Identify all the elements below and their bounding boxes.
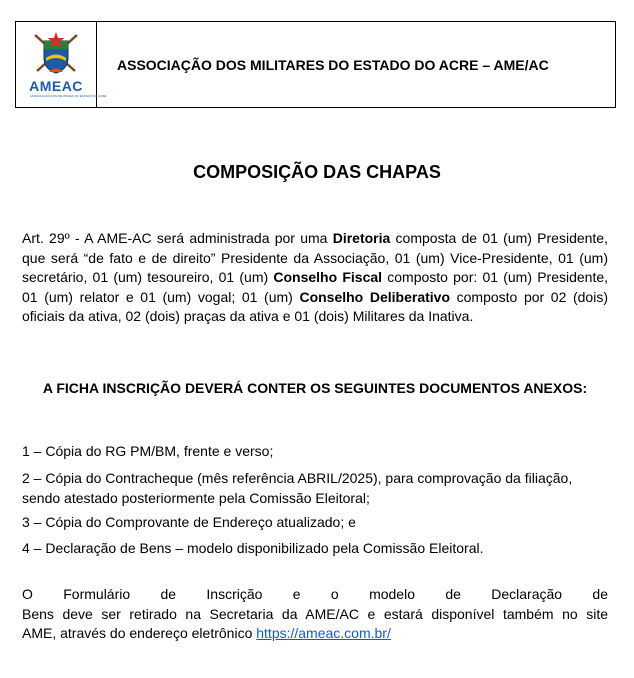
documents-subheading: A FICHA INSCRIÇÃO DEVERÁ CONTER OS SEGUINTES DOCUMENTOS ANEXOS: xyxy=(42,380,588,396)
footer-line-3-text: AME, através do endereço eletrônico xyxy=(22,625,257,642)
list-item: 3 – Cópia do Comprovante de Endereço atualizado; e xyxy=(22,514,356,530)
footer-line-1: O Formulário de Inscrição e o modelo de Declaração de xyxy=(22,586,608,602)
footer-line-3 xyxy=(22,625,391,641)
article-text-4: composto por 02 (dois) oficiais da ativa, 02 (dois) praças da ativa e 01 (dois) Militares da Inativa. xyxy=(22,288,608,325)
article-paragraph xyxy=(22,229,608,327)
article-bold-conselho-fiscal: Conselho Fiscal xyxy=(273,269,383,286)
logo xyxy=(16,22,107,107)
list-item: 4 – Declaração de Bens – modelo disponibilizado pela Comissão Eleitoral. xyxy=(22,540,484,556)
list-item: 2 – Cópia do Contracheque (mês referência ABRIL/2025), para comprovação da filiação, sendo atestado posteriormente pela Comissão Eleitoral; xyxy=(22,470,573,506)
article-text-1: Art. 29º - A AME-AC será administrada por uma xyxy=(22,230,333,246)
ameac-site-link[interactable]: https://ameac.com.br/ xyxy=(256,625,391,642)
article-text-3: composto por: 01 (um) Presidente, 01 (um) relator e 01 (um) vogal; 01 (um) xyxy=(22,269,609,305)
footer-paragraph xyxy=(22,585,608,644)
logo-wordmark: AMEAC xyxy=(29,78,83,94)
ameac-emblem-icon xyxy=(29,31,83,77)
page-title: COMPOSIÇÃO DAS CHAPAS xyxy=(193,162,441,182)
document-header xyxy=(15,21,616,108)
article-bold-conselho-deliberativo: Conselho Deliberativo xyxy=(299,288,450,305)
header-title: ASSOCIAÇÃO DOS MILITARES DO ESTADO DO ACRE – AME/AC xyxy=(117,56,549,73)
list-item: 1 – Cópia do RG PM/BM, frente e verso; xyxy=(22,443,274,459)
logo-subtext: ASSOCIAÇÃO DOS MILITARES DO ESTADO DO ACRE xyxy=(30,94,107,98)
article-text-2: composta de 01 (um) Presidente, que será “de fato e de direito” Presidente da Associação, 01 (um) Vice-Presidente, 01 (um) secretário, 01 (um) tesoureiro, 01 (um) xyxy=(22,230,608,286)
footer-line-2: Bens deve ser retirado na Secretaria da AME/AC e estará disponível também no site xyxy=(22,605,608,622)
article-bold-diretoria: Diretoria xyxy=(332,230,391,246)
